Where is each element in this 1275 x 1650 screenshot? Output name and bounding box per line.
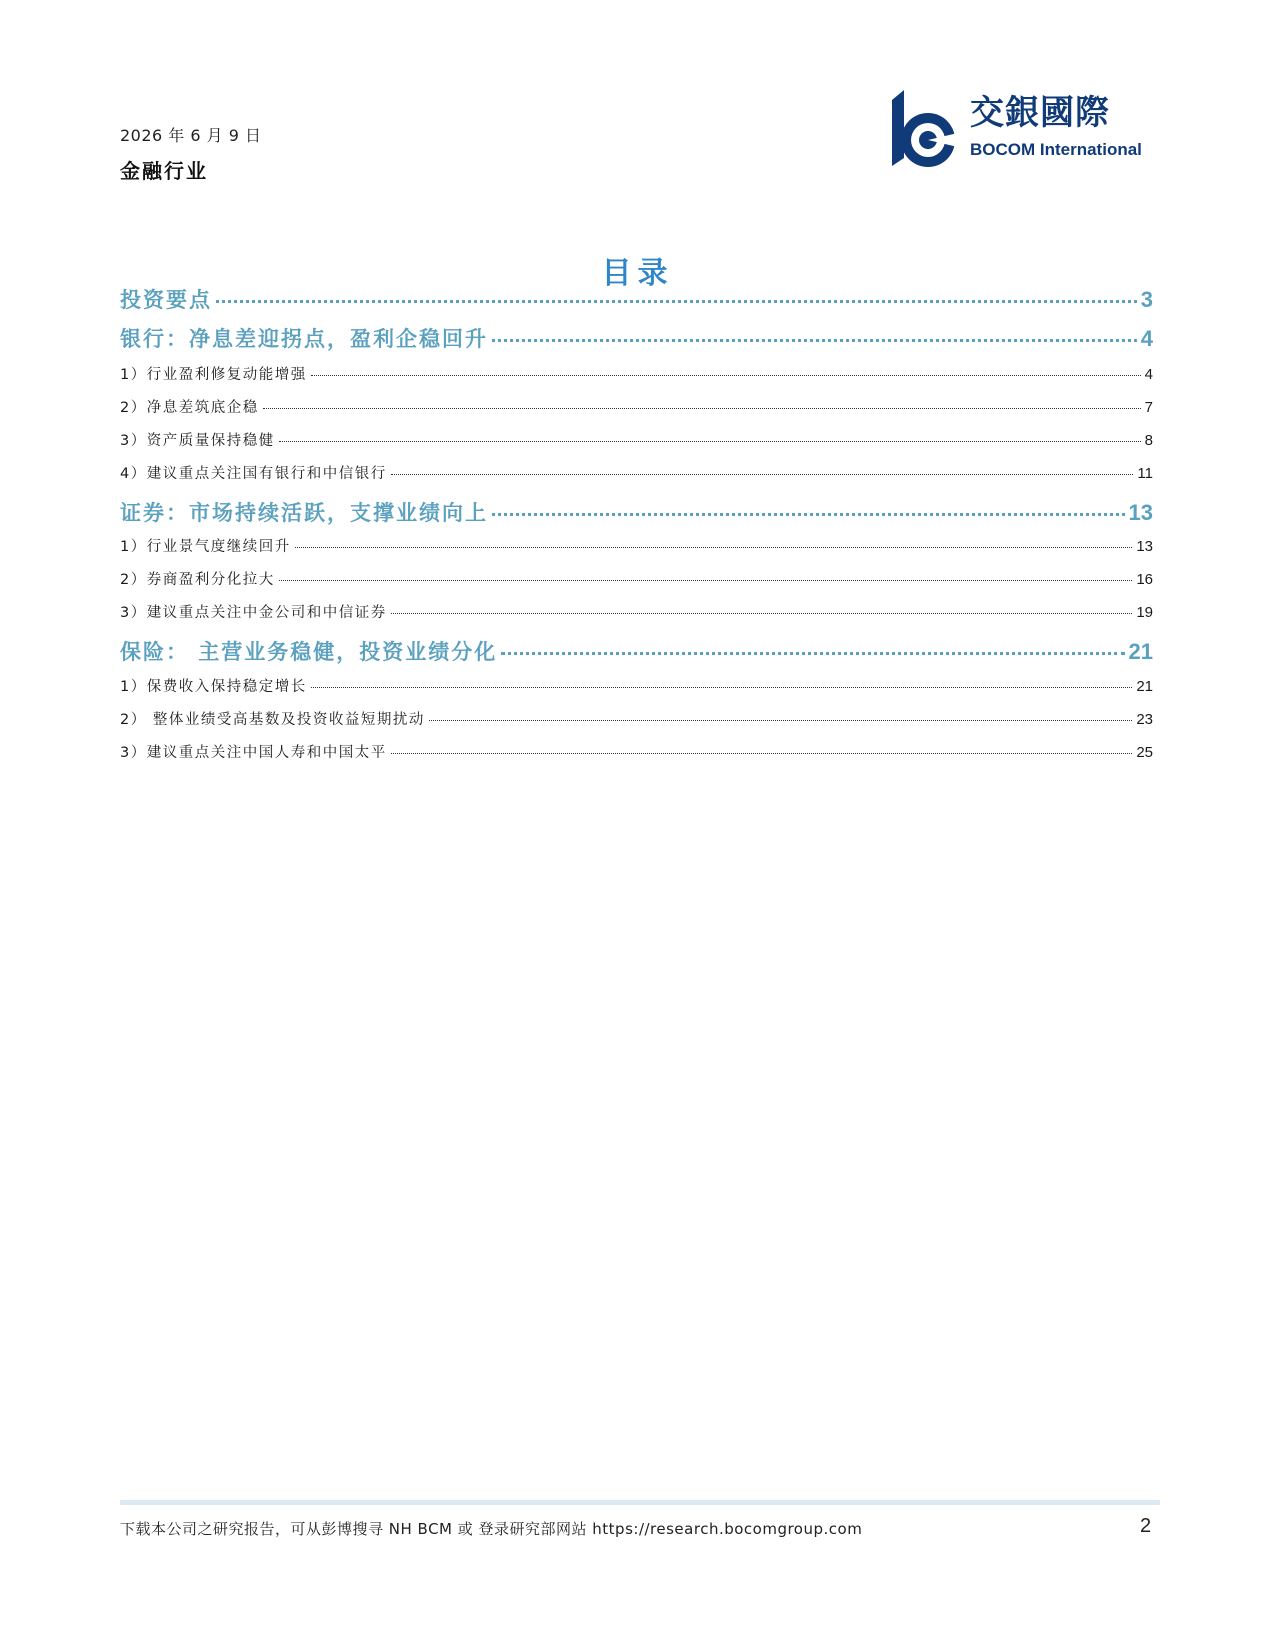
toc-dot-leader: [311, 375, 1141, 376]
toc-entry-page: 21: [1128, 639, 1153, 664]
toc-entry-page: 23: [1136, 711, 1153, 728]
toc-subsection-entry[interactable]: [120, 675, 1153, 696]
toc-entry-page: 11: [1137, 465, 1153, 482]
toc-dot-leader: [501, 652, 1124, 655]
toc-dot-leader: [429, 720, 1132, 721]
toc-dot-leader: [492, 513, 1125, 516]
toc-subsection-entry[interactable]: [120, 363, 1153, 384]
toc-entry-page: 19: [1136, 604, 1153, 621]
toc-dot-leader: [311, 687, 1133, 688]
page-number: 2: [1140, 1515, 1152, 1537]
toc-entry-page: 25: [1136, 744, 1153, 761]
toc-entry-page: 13: [1136, 538, 1153, 555]
toc-dot-leader: [279, 580, 1133, 581]
toc-section-entry[interactable]: [120, 497, 1153, 527]
toc-subsection-entry[interactable]: [120, 462, 1153, 483]
toc-entry-label: 3）建议重点关注中金公司和中信证券: [120, 605, 387, 621]
company-logo: [890, 90, 1155, 168]
footer-divider: [120, 1500, 1160, 1505]
toc-entry-label: 1）保费收入保持稳定增长: [120, 679, 307, 695]
bocom-logo-icon: [890, 90, 962, 168]
toc-entry-label: 2）净息差筑底企稳: [120, 400, 259, 416]
toc-subsection-entry[interactable]: [120, 396, 1153, 417]
toc-dot-leader: [216, 300, 1137, 303]
logo-name-en: BOCOM International: [970, 140, 1142, 159]
toc-dot-leader: [279, 441, 1141, 442]
toc-subsection-entry[interactable]: [120, 601, 1153, 622]
toc-dot-leader: [263, 408, 1141, 409]
toc-subsection-entry[interactable]: [120, 708, 1153, 729]
toc-subsection-entry[interactable]: [120, 741, 1153, 762]
toc-entry-page: 21: [1136, 678, 1153, 695]
toc-entry-label: 3）资产质量保持稳健: [120, 433, 275, 449]
footer-text: 下载本公司之研究报告，可从彭博搜寻 NH BCM 或 登录研究部网站 https://research.bocomgroup.com: [120, 1520, 863, 1538]
report-date: 2026 年 6 月 9 日: [120, 126, 262, 145]
report-sector: 金融行业: [120, 159, 208, 183]
toc-entry-page: 4: [1140, 326, 1153, 351]
toc-dot-leader: [391, 613, 1133, 614]
toc-entry-label: 证券：市场持续活跃，支撑业绩向上: [120, 501, 488, 525]
logo-name-cn: 交銀國際: [970, 93, 1110, 133]
toc-subsection-entry[interactable]: [120, 568, 1153, 589]
toc-entry-page: 4: [1144, 366, 1153, 383]
toc-entry-page: 13: [1128, 500, 1153, 525]
toc-entry-page: 16: [1136, 571, 1153, 588]
toc-section-entry[interactable]: [120, 636, 1153, 666]
toc-subsection-entry[interactable]: [120, 535, 1153, 556]
toc-entry-label: 1）行业景气度继续回升: [120, 539, 291, 555]
toc-subsection-entry[interactable]: [120, 429, 1153, 450]
toc-entry-page: 7: [1144, 399, 1153, 416]
toc-entry-label: 保险： 主营业务稳健，投资业绩分化: [120, 640, 498, 664]
toc-entry-label: 3）建议重点关注中国人寿和中国太平: [120, 745, 387, 761]
toc-dot-leader: [295, 547, 1133, 548]
toc-dot-leader: [391, 474, 1134, 475]
toc-entry-label: 投资要点: [120, 288, 212, 312]
toc-entry-label: 1）行业盈利修复动能增强: [120, 367, 307, 383]
toc-entry-label: 银行：净息差迎拐点，盈利企稳回升: [120, 327, 488, 351]
toc-entry-label: 2）券商盈利分化拉大: [120, 572, 275, 588]
toc-entry-label: 2） 整体业绩受高基数及投资收益短期扰动: [120, 712, 425, 728]
toc-dot-leader: [492, 339, 1137, 342]
toc-title: 目录: [601, 256, 674, 291]
toc-section-entry[interactable]: [120, 323, 1153, 353]
toc-dot-leader: [391, 753, 1133, 754]
toc-section-entry[interactable]: [120, 284, 1153, 314]
toc-entry-page: 3: [1140, 287, 1153, 312]
toc-entry-page: 8: [1144, 432, 1153, 449]
toc-entry-label: 4）建议重点关注国有银行和中信银行: [120, 466, 387, 482]
